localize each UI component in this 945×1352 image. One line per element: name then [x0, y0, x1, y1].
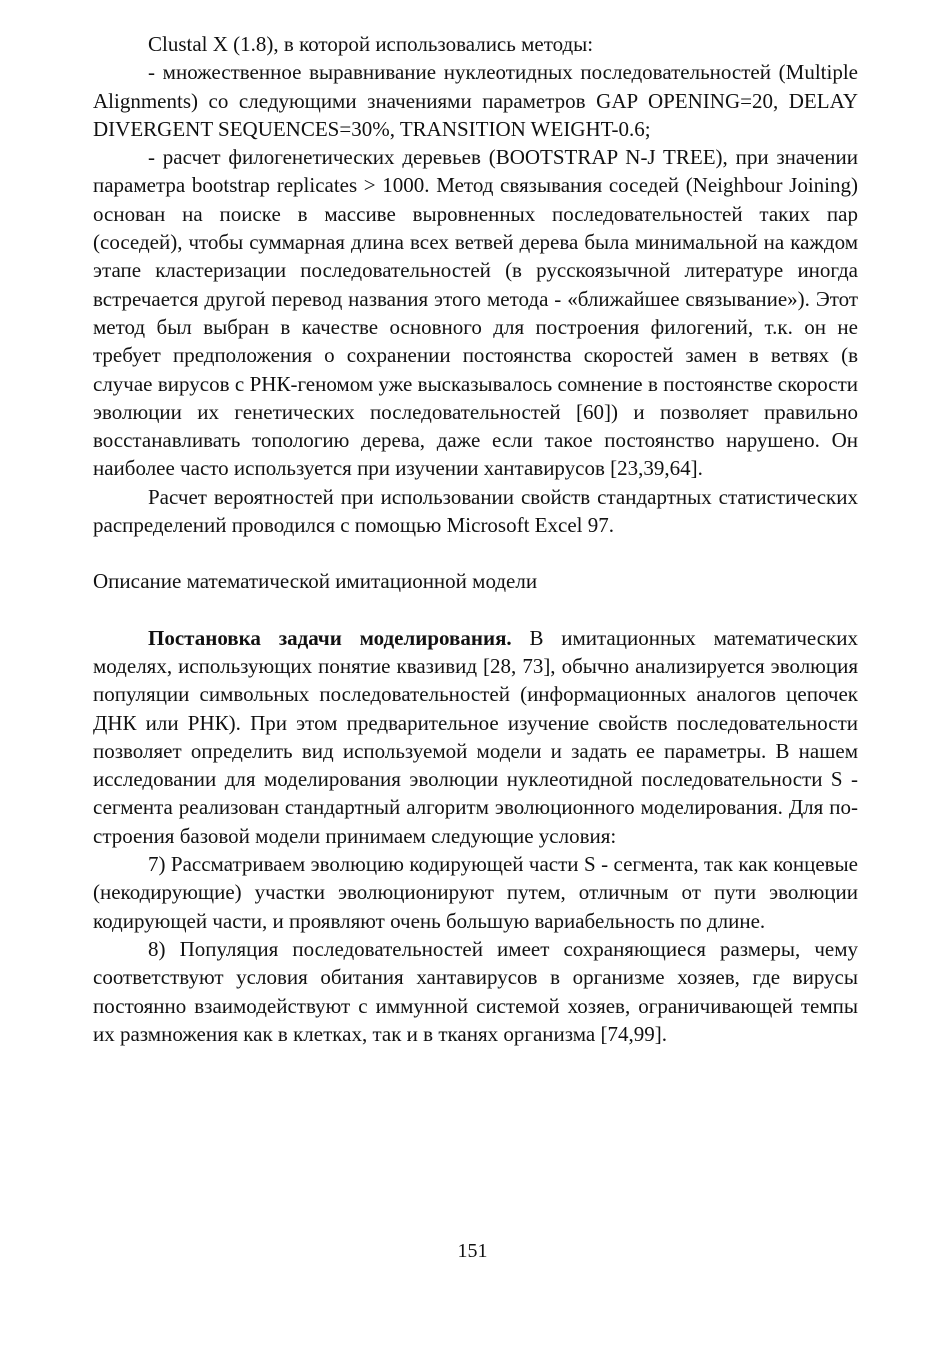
paragraph-phylogenetic-trees: - расчет филогенетических деревьев (BOOTSTRAP N-J TREE), при значении параметра bootstrap replicates > 1000. Метод связывания соседей (Neighbour Joining) основан на поиске в массиве выровненных последовательностей таких пар (соседей), чтобы суммарная длина всех ветвей дерева была минимальной на каждом этапе кластеризации последовательностей (в русскоязычной литературе иногда встречается другой перевод названия этого метода - «ближайшее связывание»). Этот метод был выбран в качестве основного для построения филогений, т.к. он не требует предположения о сохранении постоянства скоростей замен в ветвях (в случае вирусов с РНК-геномом уже высказывалось сомнение в постоянстве скорости эволюции их генетических последовательностей [60]) и позволяет правильно восстанавливать топологию дерева, даже если такое постоянство нарушено. Он наиболее часто используется при изучении хантавирусов [23,39,64]. [93, 145, 858, 481]
page-body [93, 30, 858, 1048]
paragraph-condition-8: 8) Популяция последовательностей имеет сохраняющиеся размеры, чему соответствуют условия обитания хантавирусов в организме хозяев, где вирусы постоянно взаимодействуют с иммунной системой хозяев, ограничивающей темпы их размножения как в клетках, так и в тканях организма [74,99]. [93, 936, 858, 1046]
page-number: 151 [457, 1240, 488, 1262]
section-heading: Описание математической имитационной модели [93, 569, 538, 594]
paragraph-probability-calc: Расчет вероятностей при использовании свойств стандартных статистических распределений проводился с помощью Microsoft Excel 97. [93, 484, 858, 538]
paragraph-lead-bold: Постановка задачи моделирования. [148, 625, 512, 650]
paragraph-condition-7: 7) Рассматриваем эволюцию кодирующей части S - сегмента, так как концевые (некодирующие) участки эволюционируют путем, отличным от пути эволюции кодирующей части, и проявляют очень большую вариабельность по длине. [93, 852, 858, 933]
paragraph-clustal-intro: Clustal X (1.8), в которой использовались методы: [148, 32, 594, 56]
paragraph-modeling-task [93, 624, 858, 850]
paragraph-modeling-task-text: В имитационных математических моделях, использующих понятие квазивид [28, 73], обычно анализируется эволюция популяции символьных последовательностей (информационных аналогов цепочек ДНК или РНК). При этом предварительное изучение свойств последовательности позволяет определить вид используемой модели и задать ее параметры. В нашем исследовании для моделирования эволюции нуклеотидной последовательности S - сегмента реализован стандартный алгоритм эволюционного моделирования. Для построения базовой модели принимаем следующие условия: [93, 625, 858, 848]
paragraph-multiple-alignment: - множественное выравнивание нуклеотидных последовательностей (Multiple Alignments) со следующими значениями параметров GAP OPENING=20, DELAY DIVERGENT SEQUENCES=30%, TRANSITION WEIGHT-0.6; [93, 60, 858, 141]
